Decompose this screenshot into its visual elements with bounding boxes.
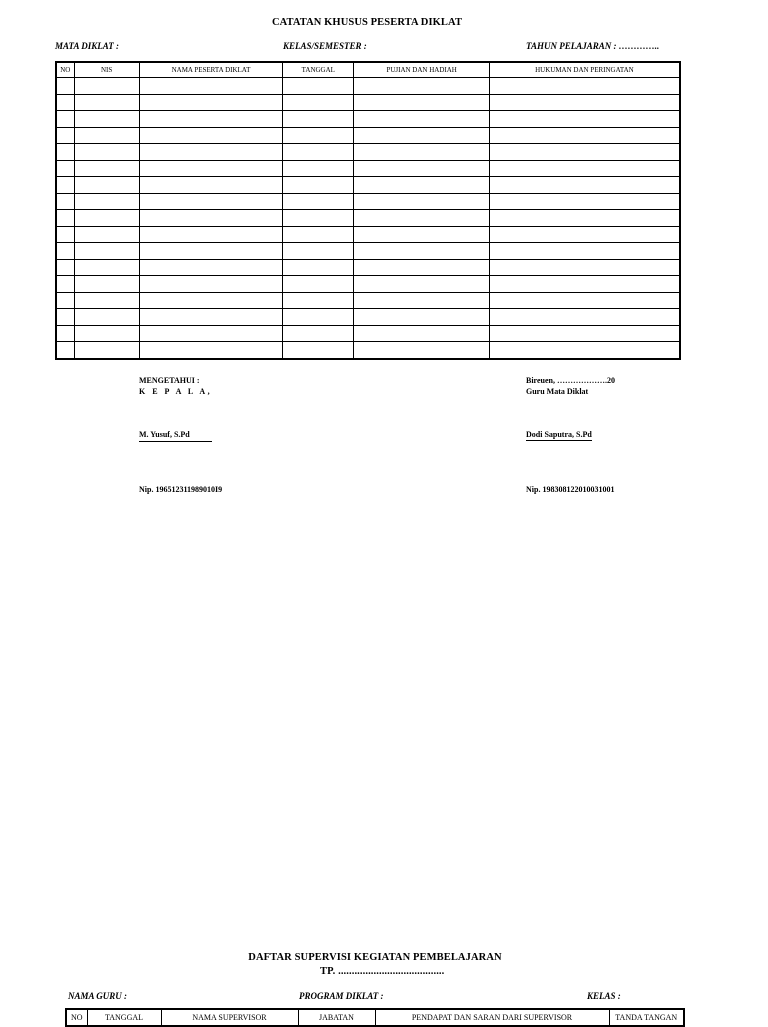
table-cell [283,243,354,260]
table-header-row [56,62,680,78]
table-cell [56,78,74,95]
table-cell [74,144,139,161]
table-cell [56,342,74,359]
table-cell [283,325,354,342]
table-cell [56,325,74,342]
table-cell [56,243,74,260]
table-cell [283,160,354,177]
table-cell [354,160,489,177]
guru-name-text: Dodi Saputra, S.Pd [526,430,592,439]
table-cell [139,144,282,161]
table-cell [354,78,489,95]
table-cell [354,210,489,227]
table-cell [283,193,354,210]
col-header-tanggal: TANGGAL [283,62,354,78]
table-cell [354,292,489,309]
table-cell [74,292,139,309]
nama-guru-label: NAMA GURU : [68,991,128,1001]
table-cell [489,111,680,128]
catatan-table [55,61,681,360]
table-cell [489,342,680,359]
table-cell [56,309,74,326]
table-cell [489,193,680,210]
table-row [56,111,680,128]
mata-diklat-label: MATA DIKLAT : [55,41,120,51]
table-cell [56,226,74,243]
kelas-label: KELAS : [587,991,621,1001]
table-cell [139,127,282,144]
table-cell [489,210,680,227]
table-cell [283,78,354,95]
table-cell [283,276,354,293]
table-row [56,292,680,309]
table-row [56,210,680,227]
table-cell [489,243,680,260]
table-cell [139,111,282,128]
kepala-role: K E P A L A, [139,387,213,396]
table-cell [74,160,139,177]
col-header-nis: NIS [74,62,139,78]
guru-name [526,430,592,439]
table-cell [139,243,282,260]
table-cell [354,177,489,194]
col-header-hukuman: HUKUMAN DAN PERINGATAN [489,62,680,78]
kepala-name-underline [139,441,212,442]
program-diklat-label: PROGRAM DIKLAT : [299,991,384,1001]
table-cell [283,210,354,227]
table-row [56,243,680,260]
kepala-nip: Nip. 196512311989010I9 [139,485,223,494]
table-row [56,342,680,359]
supervisi-table [65,1008,685,1027]
table-cell [139,292,282,309]
table-cell [139,325,282,342]
table-cell [489,94,680,111]
table-cell [56,292,74,309]
table-cell [139,193,282,210]
table-cell [489,78,680,95]
table-cell [56,177,74,194]
guru-nip: Nip. 198308122010031001 [526,485,615,494]
tahun-pelajaran-label: TAHUN PELAJARAN : ………….. [526,41,660,51]
table-cell [489,325,680,342]
table-cell [74,226,139,243]
col-header-pujian: PUJIAN DAN HADIAH [354,62,489,78]
table-row [56,226,680,243]
table-cell [74,177,139,194]
table-cell [354,226,489,243]
table-cell [283,226,354,243]
table-cell [489,144,680,161]
table-cell [74,309,139,326]
page2-title: DAFTAR SUPERVISI KEGIATAN PEMBELAJARAN [248,952,502,963]
table-cell [354,259,489,276]
table-cell [283,127,354,144]
table-cell [354,127,489,144]
table-cell [489,177,680,194]
table-cell [139,226,282,243]
table-cell [74,111,139,128]
table-cell [354,276,489,293]
table-cell [354,342,489,359]
table-cell [139,94,282,111]
table-cell [139,259,282,276]
table-cell [74,78,139,95]
table-row [56,78,680,95]
table-row [56,177,680,194]
table-cell [139,160,282,177]
table-cell [56,210,74,227]
table-cell [283,177,354,194]
table-cell [354,243,489,260]
table-cell [489,276,680,293]
table-cell [354,193,489,210]
table-cell [74,276,139,293]
table-cell [56,127,74,144]
table-cell [74,325,139,342]
table-row [56,309,680,326]
table-row [56,193,680,210]
table-cell [354,325,489,342]
table-cell [283,144,354,161]
table-cell [283,342,354,359]
table-cell [74,342,139,359]
col-header-jabatan: JABATAN [298,1009,375,1026]
table-body [56,78,680,359]
table-cell [56,276,74,293]
table-cell [354,144,489,161]
table-cell [283,94,354,111]
table-row [56,276,680,293]
table-row [56,144,680,161]
table-cell [283,309,354,326]
col-header-no: NO [56,62,74,78]
mengetahui-caption: MENGETAHUI : [139,376,200,385]
table-cell [56,160,74,177]
table-cell [56,111,74,128]
table-cell [354,111,489,128]
table-cell [283,292,354,309]
table-cell [74,210,139,227]
table-cell [489,292,680,309]
table-cell [74,243,139,260]
table-cell [56,144,74,161]
table-cell [489,127,680,144]
table-cell [139,342,282,359]
table-cell [139,177,282,194]
table-cell [139,309,282,326]
col-header-nama-supervisor: NAMA SUPERVISOR [161,1009,298,1026]
page-title: CATATAN KHUSUS PESERTA DIKLAT [271,17,463,28]
table-row [56,94,680,111]
table-row [56,160,680,177]
place-date: Bireuen, ……………….20 [526,376,615,385]
table-cell [283,259,354,276]
table-cell [56,259,74,276]
table-cell [139,210,282,227]
kepala-name [139,430,212,439]
table-cell [139,276,282,293]
table-cell [489,226,680,243]
col-header-tanda-tangan: TANDA TANGAN [609,1009,684,1026]
guru-role: Guru Mata Diklat [526,387,589,396]
table-row [56,127,680,144]
table-header-row [66,1009,684,1026]
table-cell [489,309,680,326]
table-cell [74,193,139,210]
table-cell [354,309,489,326]
table-cell [56,94,74,111]
table-cell [489,160,680,177]
table-row [56,325,680,342]
table-cell [354,94,489,111]
page2-subtitle: TP. ....................................... [320,966,445,977]
table-cell [283,111,354,128]
kepala-name-text: M. Yusuf, S.Pd [139,430,190,439]
table-cell [139,78,282,95]
col-header-tanggal: TANGGAL [87,1009,161,1026]
col-header-pendapat: PENDAPAT DAN SARAN DARI SUPERVISOR [375,1009,609,1026]
table-cell [56,193,74,210]
table-row [56,259,680,276]
col-header-no: NO [66,1009,87,1026]
table-cell [489,259,680,276]
col-header-nama: NAMA PESERTA DIKLAT [139,62,282,78]
kelas-semester-label: KELAS/SEMESTER : [283,41,367,51]
table-cell [74,259,139,276]
table-cell [74,127,139,144]
table-cell [74,94,139,111]
